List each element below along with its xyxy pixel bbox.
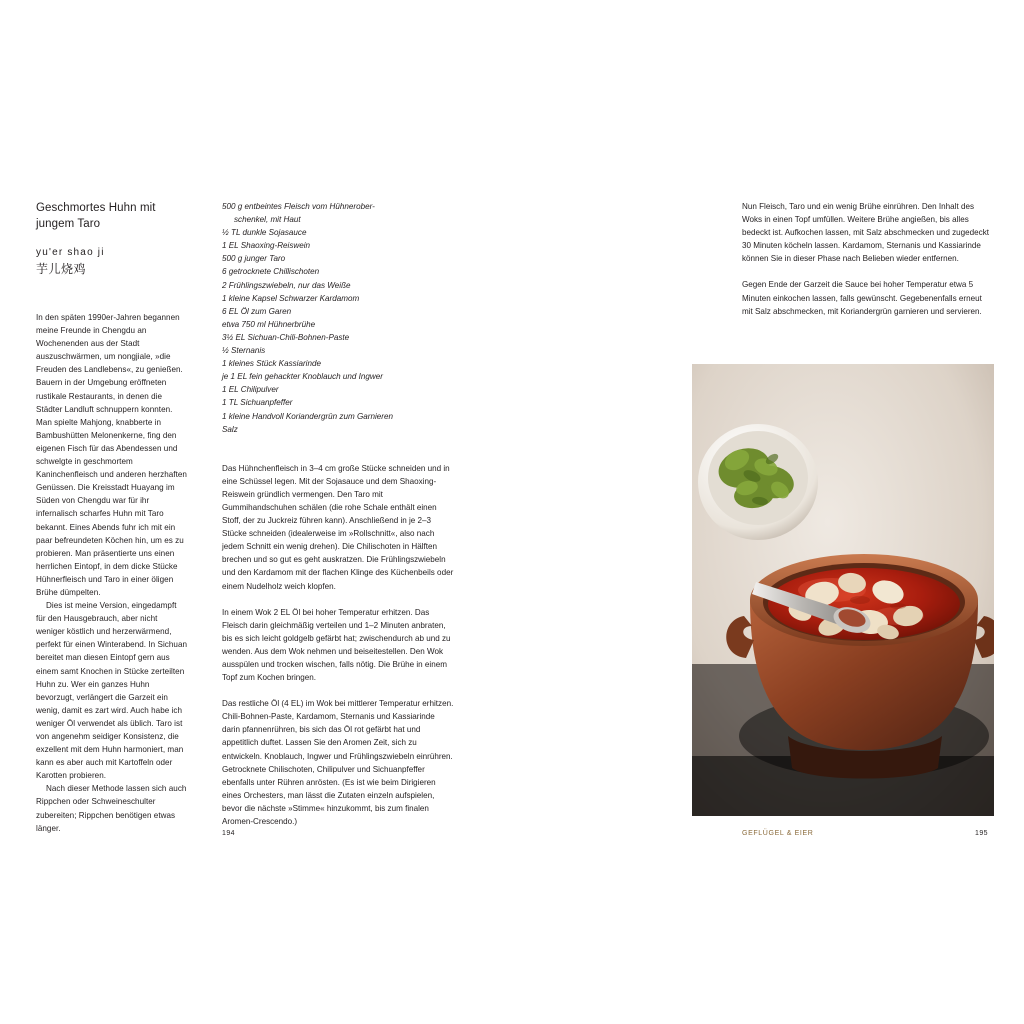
recipe-photo [692,364,994,816]
ingredient-item: 6 getrocknete Chillischoten [222,267,320,277]
headnote-paragraph: In den späten 1990er-Jahren begannen meine Freunde in Chengdu an Wochenenden aus der Stadt auszuschwärmen, um nongjiale, »die Freuden des Landlebens«, zu genießen. Bauern in der Umgebung eröffneten rustikale Restaurants, in denen die Städter Landluft schnuppern konnten. Man spielte Mahjong, knabberte in Bambushütten Melonenkerne, fing den eigenen Fisch für das Abendessen und schwelgte in geschmortem Kaninchenfleisch und anderen herzhaften Genüssen. Die Kreisstadt Huayang im Süden von Chengdu war für ihr infernalisch scharfes Huhn mit Taro bekannt. Eines Abends fuhr ich mit ein paar befreundeten Köchen hin, um es zu probieren. Man präsentierte uns einen herrlichen Eintopf, in dem dicke Stücke Hühnerfleisch und Taro in einer öligen Brühe dümpelten. [36,313,187,597]
folio-left: 194 [222,830,235,837]
method-step: Gegen Ende der Garzeit die Sauce bei hoher Temperatur etwa 5 Minuten einkochen lassen, falls gewünscht. Gegebenenfalls erneut mit Salz abschmecken, mit Koriandergrün garnieren und servieren. [742,280,982,316]
ingredient-item: 1 kleines Stück Kassiarinde [222,359,321,369]
ingredient-item: je 1 EL fein gehackter Knoblauch und Ingwer [222,372,383,382]
recipe-chinese-title: 芋儿烧鸡 [36,262,87,276]
method-step: In einem Wok 2 EL Öl bei hoher Temperatur erhitzen. Das Fleisch darin gleichmäßig verteilen und 1–2 Minuten anbraten, bis es sich leicht goldgelb gefärbt hat; zwischendurch ab und zu wenden. Aus dem Wok nehmen und beiseitestellen. Den Wok ausspülen und trocken wischen, falls nötig. Die Brühe in einem Topf zum Kochen bringen. [222,607,451,683]
ingredient-item: 1 EL Shaoxing-Reiswein [222,241,311,251]
recipe-intro-column [36,200,188,835]
ingredient-item: ½ TL dunkle Sojasauce [222,228,307,238]
ingredient-item: ½ Sternanis [222,346,266,356]
ingredient-item: 2 Frühlingszwiebeln, nur das Weiße [222,280,351,290]
ingredient-item: 3½ EL Sichuan-Chili-Bohnen-Paste [222,332,350,342]
page-title: Geschmortes Huhn mit jungem Taro [36,202,156,230]
recipe-method-left [222,462,454,828]
method-step: Das restliche Öl (4 EL) im Wok bei mittlerer Temperatur erhitzen. Chili-Bohnen-Paste, Kardamom, Sternanis und Kassiarinde darin pfannenrühren, bis sich das Öl rot gefärbt hat und appetitlich duftet. Lassen Sie den Aromen Zeit, sich zu entwickeln. Knoblauch, Ingwer und Frühlingszwiebeln einrühren. Getrocknete Chilischoten, Chilipulver und Sichuanpfeffer ebenfalls unter Rühren anrösten. (Es ist wie beim Dirigieren eines Orchesters, man lässt die Zutaten einzeln aufspielen, bevor die nächste »Stimme« hinzukommt, bis zum finalen Aromen-Crescendo.) [222,699,454,827]
recipe-transliteration: yu'er shao ji [36,247,105,258]
recipe-ingredients-method-column [222,200,454,828]
ingredient-item: 1 kleine Kapsel Schwarzer Kardamom [222,293,360,303]
ingredient-item-continuation: schenkel, mit Haut [234,215,301,225]
ingredient-item: 1 TL Sichuanpfeffer [222,398,293,408]
ingredients-list [222,200,454,436]
folio-right: 195 [975,830,988,837]
ingredient-item: 1 EL Chilipulver [222,385,279,395]
headnote-paragraph: Nach dieser Methode lassen sich auch Rippchen oder Schweineschulter zubereiten; Rippchen benötigen etwas länger. [36,784,187,833]
method-step: Das Hühnchenfleisch in 3–4 cm große Stücke schneiden und in eine Schüssel legen. Mit der Sojasauce und dem Shaoxing-Reiswein gründlich vermengen. Den Taro mit Gummihandschuhen schälen (die rohe Schale enthält einen Stoff, der zu Juckreiz führen kann). Anschließend in je 2–3 Stücke schneiden (idealerweise im »Rollschnitt«, also nach jedem Schnitt ein wenig drehen). Die Chilischoten in Hälften brechen und so gut es geht auskratzen. Die Frühlingszwiebeln und den Kardamom mit der flachen Klinge des Küchenbeils oder einem Nudelholz weich klopfen. [222,463,454,591]
method-step: Nun Fleisch, Taro und ein wenig Brühe einrühren. Den Inhalt des Woks in einen Topf umfüllen. Weitere Brühe angießen, bis alles bedeckt ist. Aufkochen lassen, mit Salz abschmecken und zugedeckt 30 Minuten köcheln lassen. Kardamom, Sternanis und Kassiarinde können Sie in dieser Phase nach Belieben wieder entfernen. [742,202,989,264]
ingredient-item: Salz [222,424,238,434]
headnote-paragraph: Dies ist meine Version, eingedampft für den Hausgebrauch, aber nicht weniger köstlich und herzerwärmend, perfekt für einen Winterabend. In Sichuan bereitet man diesen Eintopf gern aus einem samt Knochen in Stücke zerteilten Huhn zu. Wer ein ganzes Huhn bevorzugt, verlängert die Garzeit ein wenig, damit es zart wird. Auch habe ich weniger Öl verwendet als üblich. Taro ist von angenehm seidiger Konsistenz, die exzellent mit dem Huhn harmoniert, man kann es aber auch mit Kartoffeln oder Karotten probieren. [36,601,188,781]
ingredient-item: 6 EL Öl zum Garen [222,306,292,316]
ingredient-item: etwa 750 ml Hühnerbrühe [222,319,316,329]
recipe-method-right-column [742,200,994,318]
ingredient-item: 1 kleine Handvoll Koriandergrün zum Garnieren [222,411,393,421]
ingredient-item: 500 g entbeintes Fleisch vom Hühnerober- [222,202,375,211]
recipe-photo-illustration [692,364,994,816]
recipe-headnote [36,311,188,835]
recipe-method-right [742,200,994,318]
ingredient-item: 500 g junger Taro [222,254,286,264]
running-head: GEFLÜGEL & EIER [742,830,814,837]
